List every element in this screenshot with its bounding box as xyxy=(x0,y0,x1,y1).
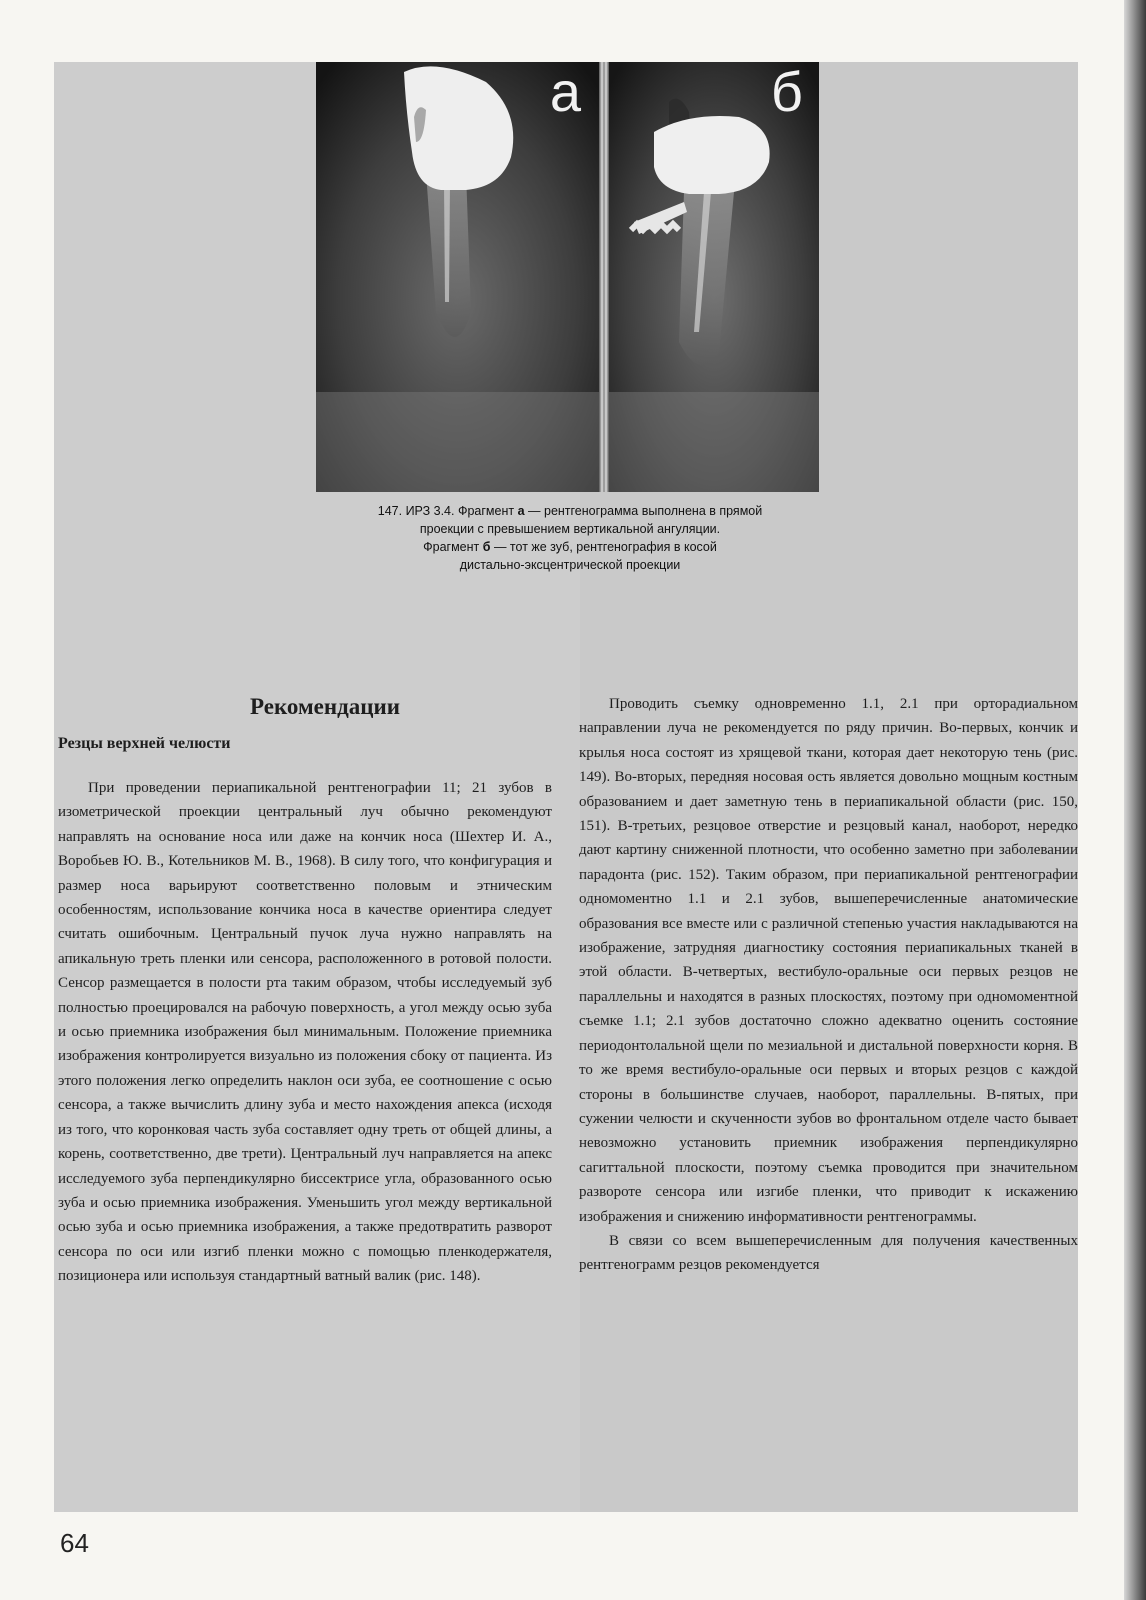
right-paragraph-1: Проводить съемку одновременно 1.1, 2.1 при ортоpадиальном направлении луча не рекомендуется по ряду причин. Во-первых, кончик и крылья носа состоят из хрящевой ткани, которая дает некоторую тень (рис. 149). Во-вторых, передняя носовая ость является довольно мощным костным образованием и дает заметную тень в периапикальной области (рис. 150, 151). В-третьих, резцовое отверстие и резцовый канал, наоборот, нередко дают картину сниженной плотности, что особенно заметно при заболевании парадонта (рис. 152). Таким образом, при периапикальной рентгенографии одномоментно 1.1 и 2.1 зубов, вышеперечисленные анатомические образования все вместе или с различной степенью участия накладываются на изображение, затрудняя диагностику состояния периапикальных тканей в этой области. В-четвертых, вестибуло-оральные оси первых резцов не параллельны и находятся в разных плоскостях, поэтому при одномоментной съемке 1.1; 2.1 зубов достаточно сложно адекватно оценить состояние периодонтолальной щели по мезиальной и дистальной поверхности корня. В то же время вестибуло-оральные оси первых и вторых резцов с каждой стороны в большинстве случаев, наоборот, параллельны. В-пятых, при сужении челюсти и скученности зубов во фронтальном отделе часто бывает невозможно установить приемник изображения перпендикулярно сагиттальной плоскости, поэтому съемка проводится при значительном развороте сенсора или изгибе пленки, что приводит к искажению изображения и снижению информативности рентгенограммы. xyxy=(579,696,1078,1225)
right-column xyxy=(579,692,1078,1278)
panel-divider xyxy=(599,62,609,492)
section-heading: Рекомендации xyxy=(250,694,400,719)
radiograph-b-image xyxy=(609,62,819,492)
panel-a-label: а xyxy=(549,62,581,123)
radiograph-figure xyxy=(316,62,819,492)
caption-bold-b: б xyxy=(482,540,491,554)
radiograph-a-image xyxy=(316,62,599,492)
radiograph-panel-b xyxy=(609,62,819,492)
caption-line-1: 147. ИРЗ 3.4. Фрагмент а — рентгенограмма выполнена в прямой xyxy=(377,504,763,518)
caption-bold-a: а xyxy=(517,504,525,518)
left-paragraph: При проведении периапикальной рентгенографии 11; 21 зубов в изометрической проекции центральный луч обычно рекомендуют направлять на основание носа или даже на кончик носа (Шехтер И. А., Воробьев Ю. В., Котельников М. В., 1968). В силу того, что конфигурация и размер носа варьируют соответственно половым и этническим особенностям, использование кончика носа в качестве ориентира следует считать ошибочным. Центральный пучок луча нужно направлять на апикальную треть пленки или сенсора, расположенного в ротовой полости. Сенсор размещается в полости рта таким образом, чтобы исследуемый зуб полностью проецировался на рабочую поверхность, а угол между осью зуба и осью приемника изображения был минимальным. Положение приемника изображения контролируется визуально из положения сбоку от пациента. Из этого положения легко определить наклон оси зуба, ее соотношение с осью сенсора, а также вычислить длину зуба и место нахождения апекса (исходя из того, что коронковая часть зуба составляет одну треть от общей длины, а корень, соответственно, две трети). Центральный луч направляется на апекс исследуемого зуба перпендикулярно биссектрисе угла, образованного осью зуба и осью приемника изображения. Уменьшить угол между вертикальной осью зуба и осью приемника изображения, а также предотвратить разворот сенсора по оси или изгиб пленки можно с помощью пленкодержателя, позиционера или используя стандартный ватный валик (рис. 148). xyxy=(58,780,552,1285)
book-spine-shadow xyxy=(1124,0,1146,1600)
caption-line-3: Фрагмент б — тот же зуб, рентгенография в косой xyxy=(423,540,717,554)
radiograph-panel-a xyxy=(316,62,599,492)
page-number: 64 xyxy=(60,1528,89,1558)
panel-b-label: б xyxy=(770,62,803,123)
figure-caption xyxy=(300,502,840,574)
caption-line-4: дистально-эксцентрической проекции xyxy=(459,558,681,572)
caption-line-2: проекции с превышением вертикальной ангуляции. xyxy=(419,522,721,536)
right-paragraph-2: В связи со всем вышеперечисленным для получения качественных рентгенограмм резцов рекомендуется xyxy=(579,1232,1078,1274)
subsection-heading: Резцы верхней челюсти xyxy=(58,735,231,752)
left-column xyxy=(58,692,552,1289)
